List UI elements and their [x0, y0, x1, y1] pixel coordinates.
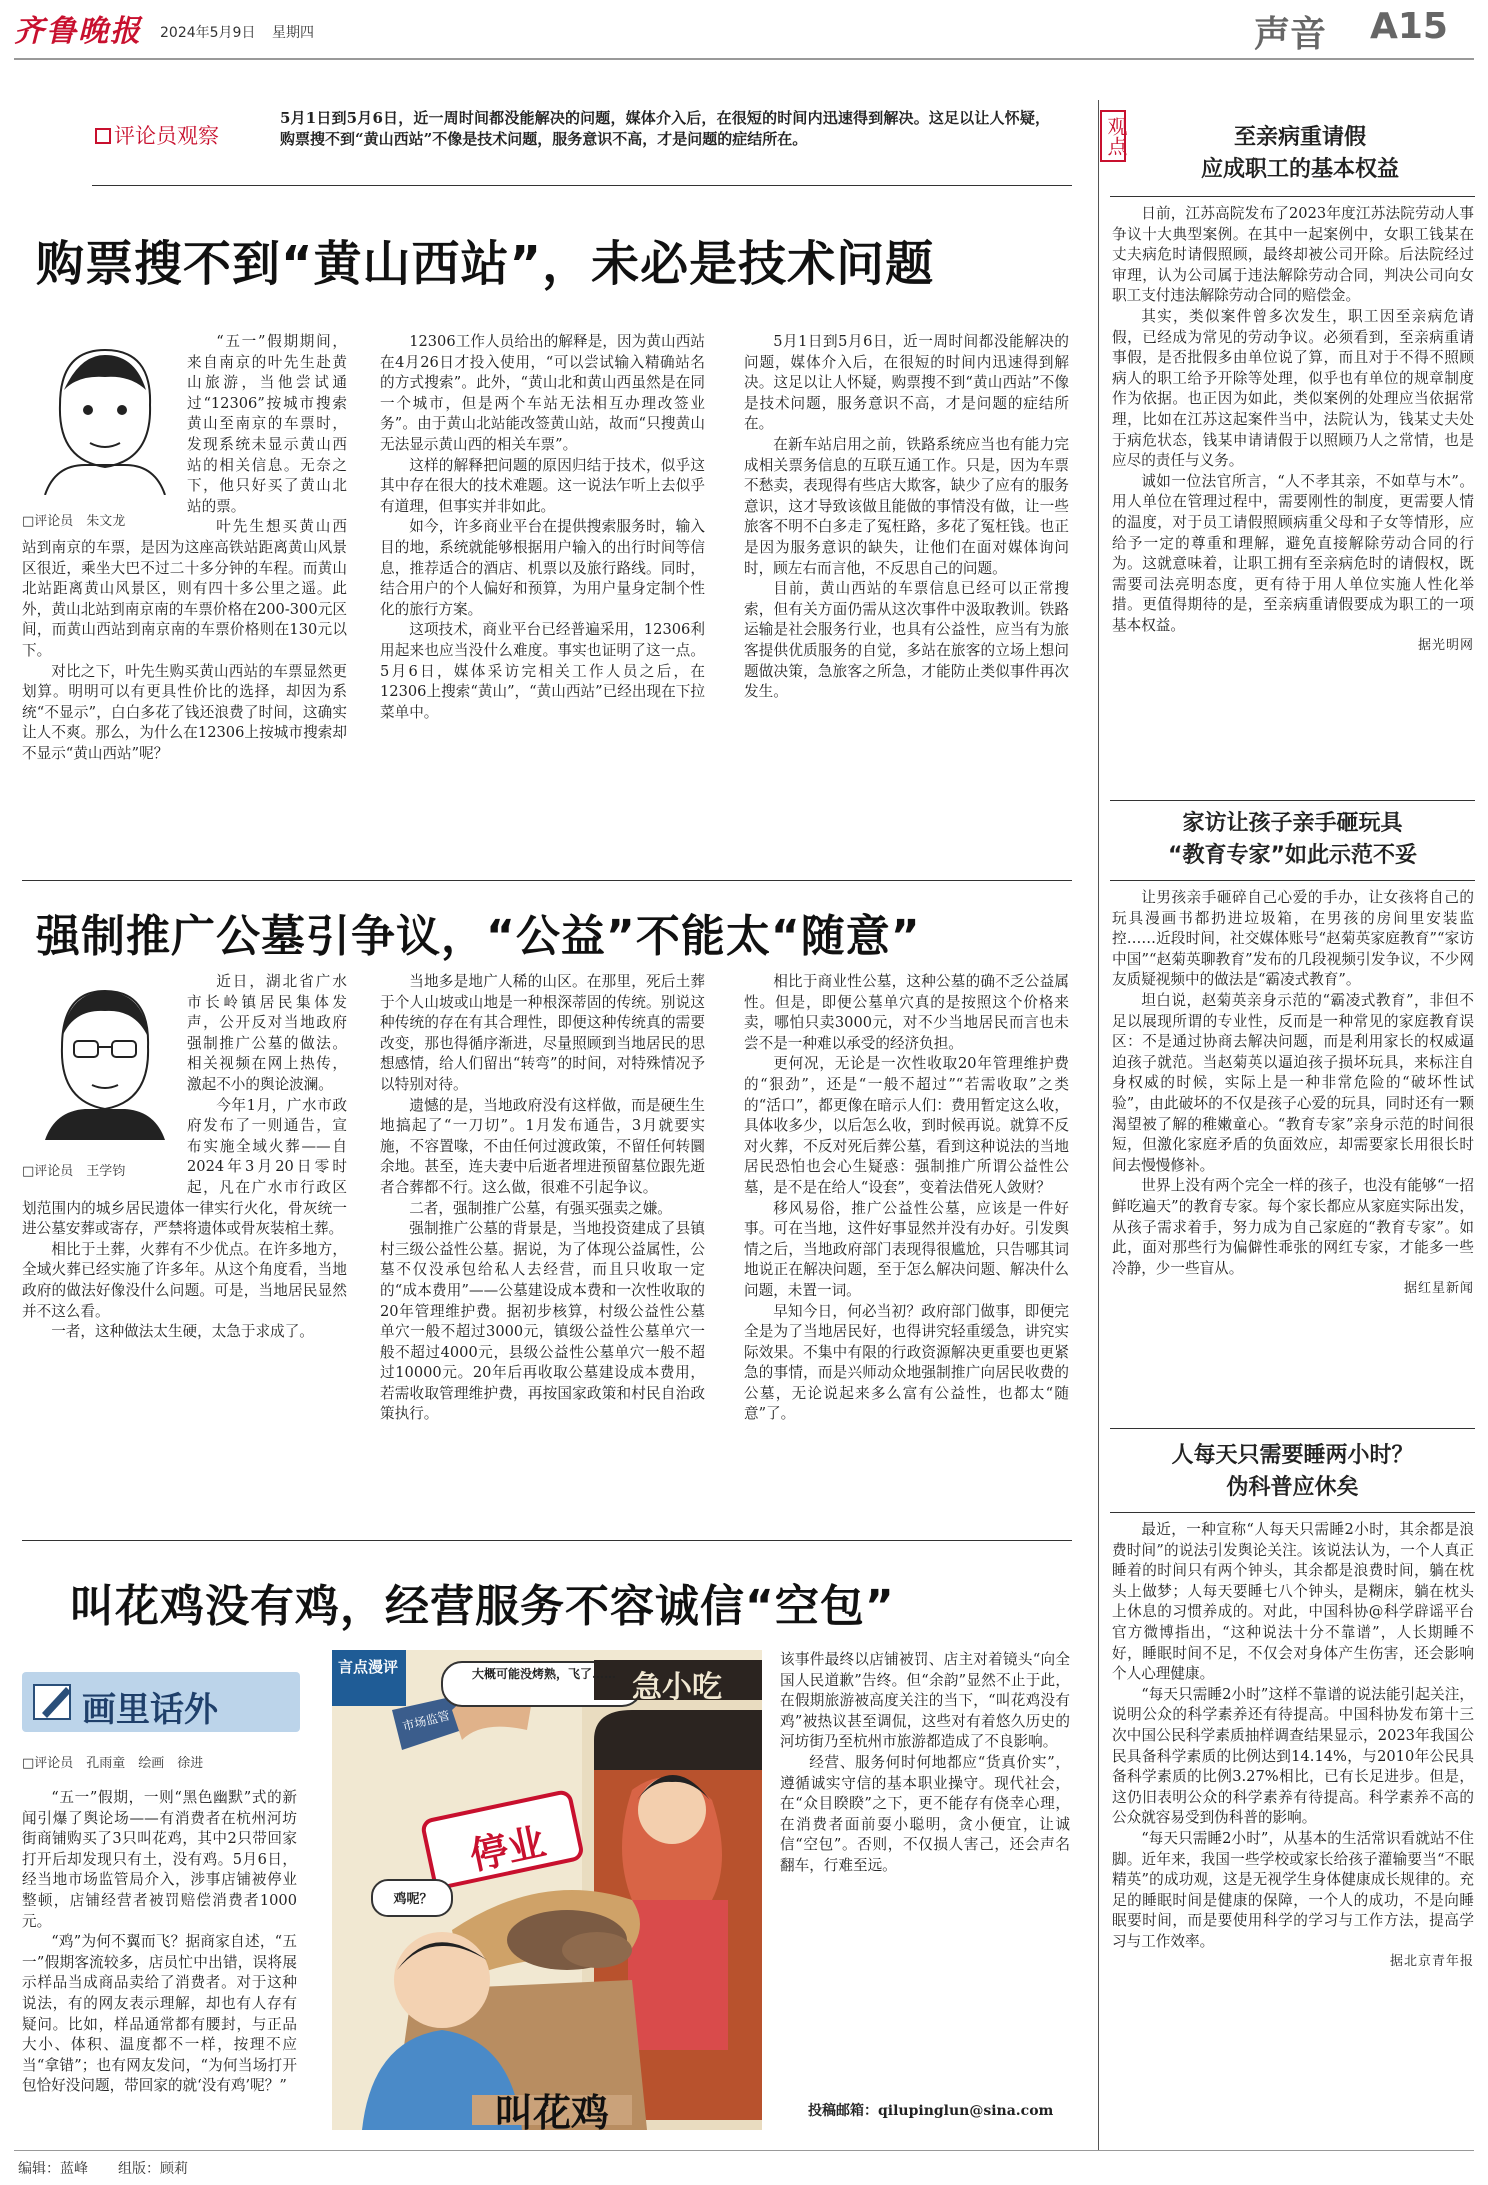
article3-paragraph: 经营、服务何时何地都应“货真价实”，遵循诚实守信的基本职业操守。现代社会，在“众目睽睽”之下，更不能存有侥幸心理，在消费者面前耍小聪明，贪小便宜，让诚信“空包”。否则，不仅损人害己，还会声名翻车，行难至远。 — [780, 1753, 1070, 1874]
sidebar-article2-title: 家访让孩子亲手砸玩具 “教育专家”如此示范不妥 — [1168, 811, 1417, 868]
masthead-rule — [14, 58, 1474, 60]
article1-paragraph: 目前，黄山西站的车票信息已经可以正常搜索，但有关方面仍需从这次事件中汲取教训。铁路运输是社会服务行业，也具有公益性，应当有为旅客提供优质服务的自觉，多站在旅客的立场上想问题做决策，急旅客之所急，才能防止类似事件再次发生。 — [744, 580, 1069, 701]
sidebar-article1-paragraph: 诚如一位法官所言，“人不孝其亲，不如草与木”。用人单位在管理过程中，需要刚性的制度，更需要人情的温度，对于员工请假照顾病重父母和子女等情形，应给予一定的尊重和理解，避免直接解除劳动合同的行为。这就意味着，让职工拥有至亲病危时的请假权，既需要司法亮明态度，更有待于用人单位实施人性化举措。更值得期待的是，至亲病重请假要成为职工的一项基本权益。 — [1112, 472, 1474, 634]
cartoon-shop-sign: 急小吃 — [632, 1670, 722, 1705]
article1-paragraph: 对比之下，叶先生购买黄山西站的车票显然更划算。明明可以有更具性价比的选择，却因为系统“不显示”，白白多花了钱还浪费了时间，这确实让人不爽。那么，为什么在12306上按城市搜索却不显示“黄山西站”呢？ — [22, 662, 347, 762]
sidebar-article1-title: 至亲病重请假 应成职工的基本权益 — [1200, 125, 1399, 182]
article1-paragraph: 5月1日到5月6日，近一周时间都没能解决的问题，媒体介入后，在很短的时间内迅速得到解决。这足以让人怀疑，购票搜不到“黄山西站”不像是技术问题，服务意识不高，才是问题的症结所在。 — [744, 333, 1069, 433]
article1-paragraph: 12306工作人员给出的解释是，因为黄山西站在4月26日才投入使用，“可以尝试输入精确站名的方式搜索”。此外，“黄山北和黄山西虽然是在同一个城市，但是两个车站无法相互办理改签业务”。由于黄山北站能改签黄山站，故而“只搜黄山无法显示黄山西的相关车票”。 — [380, 333, 705, 453]
masthead-weekday: 星期四 — [272, 25, 314, 41]
commentary-tag-label: 评论员观察 — [114, 124, 219, 148]
article2-paragraph: 相比于商业性公墓，这种公墓的确不乏公益属性。但是，即便公墓单穴真的是按照这个价格来卖，哪怕只卖3000元，对不少当地居民而言也未尝不是一种难以承受的经济负担。 — [744, 973, 1069, 1052]
masthead-logo: 齐鲁晚报 — [14, 14, 142, 49]
article2-paragraph: 一者，这种做法太生硬，太急于求成了。 — [51, 1323, 314, 1341]
sidebar-divider — [1098, 100, 1099, 2150]
sidebar-article3-paragraph: “每天只需睡2小时”，从基本的生活常识看就站不住脚。近年来，我国一些学校或家长给孩子灌输要当“不眠精英”的成功观，这是无视学生身体健康成长规律的。充足的睡眠时间是健康的保障，一个人的成功，不是向睡眠要时间，而是要使用科学的学习与工作方法，提高学习与工作效率。 — [1112, 1829, 1474, 1950]
cartoon-section-tag-label: 画里话外 — [82, 1690, 218, 1730]
section-name: 声音 — [1254, 14, 1327, 55]
sidebar-article1-source: 据光明网 — [1417, 638, 1474, 654]
article3-title: 叫花鸡没有鸡，经营服务不容诚信“空包” — [70, 1581, 895, 1632]
article1-paragraph: “五一”假期期间，来自南京的叶先生赴黄山旅游，当他尝试通过“12306”按城市搜索黄山至南京的车票时，发现系统未显示黄山西站的相关信息。无奈之下，他只好买了黄山北站的票。 — [187, 333, 347, 515]
article1-paragraph: 这样的解释把问题的原因归结于技术，似乎这其中存在很大的技术难题。这一说法乍听上去似乎有道理，但事实并非如此。 — [380, 456, 705, 515]
sidebar-article3-title: 人每天只需要睡两小时？ 伪科普应休矣 — [1171, 1443, 1414, 1500]
article2-paragraph: 近日，湖北省广水市长岭镇居民集体发声，公开反对当地政府强制推广公墓的做法。相关视频在网上热传，激起不小的舆论波澜。 — [187, 973, 347, 1093]
page-number: A15 — [1370, 6, 1448, 47]
article2-paragraph: 更何况，无论是一次性收取20年管理维护费的“狠劲”，还是“一般不超过”“若需收取”之类的“活口”，都更像在暗示人们：费用暂定这么收，具体收多少，以后怎么收，到时候再说。就算不反对火葬，不反对死后葬公墓，看到这种说法的当地居民恐怕也会心生疑惑：强制推广所谓公益性公墓，是不是在给人“设套”，变着法借死人敛财？ — [744, 1055, 1069, 1196]
article2-col1 — [22, 972, 347, 1532]
article2-paragraph: 强制推广公墓的背景是，当地投资建成了县镇村三级公益性公墓。据说，为了体现公益属性，公墓不仅没承包给私人去经营，而且只收取一定的“成本费用”——公墓建设成本费和一次性收取的20年管理维护费。据初步核算，村级公益性公墓单穴一般不超过3000元，镇级公益性公墓单穴一般不超过4000元，县级公益性公墓单穴一般不超过10000元。20年后再收取公墓建设成本费用，若需收取管理维护费，再按国家政策和村民自治政策执行。 — [380, 1220, 705, 1423]
pencil-icon — [28, 1677, 78, 1727]
article2-paragraph: 早知今日，何必当初？政府部门做事，即便完全是为了当地居民好，也得讲究轻重缓急，讲究实际效果。不集中有限的行政资源解决更重要也更紧急的事情，而是兴师动众地强制推广向居民收费的公墓，无论说起来多么富有公益性，也都太“随意”了。 — [744, 1302, 1069, 1423]
article2-paragraph: 今年1月，广水市政府发布了一则通告，宣布实施全域火葬——自2024年3月20日零时起，凡在广水市行政区划范围内的城乡居民遗体一律实行火化，骨灰统一进公墓安葬或寄存，严禁将遗体或骨灰装棺土葬。 — [22, 1096, 347, 1238]
sidebar-article2-paragraph: 让男孩亲手砸碎自己心爱的手办，让女孩将自己的玩具漫画书都扔进垃圾箱，在男孩的房间里安装监控……近段时间，社交媒体账号“赵菊英家庭教育”“家访中国”“赵菊英聊教育”发布的几段视频引发争议，不少网友质疑视频中的做法是“霸凌式教育”。 — [1112, 889, 1474, 989]
article3-paragraph: “五一”假期，一则“黑色幽默”式的新闻引爆了舆论场——有消费者在杭州河坊街商铺购买了3只叫花鸡，其中2只带回家打开后却发现只有土，没有鸡。5月6日，经当地市场监管局介入，涉事店铺被停业整顿，店铺经营者被罚赔偿消费者1000元。 — [22, 1789, 297, 1930]
article2-paragraph: 当地多是地广人稀的山区。在那里，死后土葬于个人山坡或山地是一种根深蒂固的传统。别说这种传统的存在有其合理性，即便这种传统真的需要改变，那也得循序渐进，尽量照顾到当地居民的思想感情，给人们留出“转弯”的时间，对特殊情况予以特别对待。 — [380, 973, 705, 1093]
sidebar-tag — [1100, 110, 1126, 162]
cartoon-corner-label: 言点漫评 — [338, 1658, 399, 1676]
sidebar-article2-paragraph: 坦白说，赵菊英亲身示范的“霸凌式教育”，非但不足以展现所谓的专业性，反而是一种常见的家庭教育误区：不是通过协商去解决问题，而是利用家长的权威逼迫孩子就范。当赵菊英以逼迫孩子损坏玩具，来标注自身权威的时候，实际上是一种非常危险的“破坏性试验”，由此破坏的不仅是孩子心爱的玩具，同时还有一颗渴望被了解的稚嫩童心。“教育专家”亲身示范的时间很短，但激化家庭矛盾的负面效应，却需要家长用很长时间去慢慢修补。 — [1112, 991, 1474, 1174]
footer-designer: 组版：顾莉 — [118, 2161, 188, 2177]
article1-col3 — [744, 332, 1069, 892]
commentary-tag — [95, 120, 219, 150]
sidebar-article3-paragraph: 最近，一种宣称“人每天只需睡2小时，其余都是浪费时间”的说法引发舆论关注。该说法认为，一个人真正睡着的时间只有两个钟头，其余都是浪费时间，躺在枕头上做梦；人每天要睡七八个钟头，是糊床，躺在枕头上休息的习惯养成的。对此，中国科协@科学辟谣平台官方微博指出，“这种说法十分不靠谱”，人长期睡不好，睡眠时间不足，不仅会对身体产生伤害，还会影响个人心理健康。 — [1112, 1521, 1474, 1683]
article1-paragraph: 这项技术，商业平台已经普遍采用，12306利用起来也应当没什么难度。事实也证明了这一点。5月6日，媒体采访完相关工作人员之后，在12306上搜索“黄山”，“黄山西站”已经出现在下拉菜单中。 — [380, 621, 705, 721]
article2-col2 — [380, 972, 705, 1532]
commentary-intro: 5月1日到5月6日，近一周时间都没能解决的问题，媒体介入后，在很短的时间内迅速得到解决。这足以让人怀疑，购票搜不到“黄山西站”不像是技术问题，服务意识不高，才是问题的症结所在。 — [280, 109, 1050, 148]
sidebar-article3-source: 据北京青年报 — [1389, 1954, 1474, 1970]
article3-paragraph: 该事件最终以店铺被罚、店主对着镜头“向全国人民道歉”告终。但“余韵”显然不止于此，在假期旅游被高度关注的当下，“叫花鸡没有鸡”被热议甚至调侃，这些对有着悠久历史的河坊街乃至杭州市旅游都造成了不良影响。 — [780, 1651, 1070, 1751]
article3-col3 — [780, 1650, 1070, 2095]
intro-rule — [92, 185, 1072, 186]
sidebar-article1-paragraph: 其实，类似案件曾多次发生，职工因至亲病危请假，已经成为常见的劳动争议。必须看到，至亲病重请事假，是否批假多由单位说了算，而且对于不得不照顾病人的职工给予开除等处理，似乎也有单位的规章制度作为依据。也正因为如此，类似案例的处理应当依据常理，比如在江苏这起案件当中，法院认为，钱某丈夫处于病危状态，钱某申请请假于以照顾乃人之常情，也是应尽的责任与义务。 — [1112, 307, 1474, 470]
article2-paragraph: 相比于土葬，火葬有不少优点。在许多地方，全域火葬已经实施了许多年。从这个角度看，当地政府的做法好像没什么问题。可是，当地居民显然并不这么看。 — [22, 1240, 347, 1320]
article1-paragraph: 叶先生想买黄山西站到南京的车票，是因为这座高铁站距离黄山风景区很近，乘坐大巴不过二十多分钟的车程。而黄山北站距离黄山风景区，则有四十多公里之遥。此外，黄山北站到南京南的车票价格在200-300元区间，而黄山西站到南京南的车票价格则在130元以下。 — [22, 518, 347, 659]
sidebar-article2-paragraph: 世界上没有两个完全一样的孩子，也没有能够“一招鲜吃遍天”的教育专家。每个家长都应从家庭实际出发，从孩子需求着手，努力成为自己家庭的“教育专家”。如此，面对那些行为偏僻性乖张的网红专家，才能多一些冷静，少一些盲从。 — [1112, 1177, 1474, 1277]
footer-editor: 编辑：蓝峰 — [18, 2161, 88, 2177]
cartoon-seal: 市场监管 — [401, 1708, 452, 1734]
article1-title: 购票搜不到“黄山西站”，未必是技术问题 — [36, 236, 935, 292]
sidebar-article2-source: 据红星新闻 — [1403, 1281, 1474, 1297]
article3-col1 — [22, 1788, 297, 2128]
sidebar-rule — [1110, 880, 1475, 881]
article1-paragraph: 在新车站启用之前，铁路系统应当也有能力完成相关票务信息的互联互通工作。只是，因为车票不愁卖，表现得有些店大欺客，缺少了应有的服务意识，这才导致该做且能做的事情没有做，让一些旅客不明不白多走了冤枉路，多花了冤枉钱。也正是因为服务意识的缺失，让他们在面对媒体询问时，顾左右而言他，不反思自己的问题。 — [744, 435, 1069, 577]
article1-col1 — [22, 332, 347, 892]
sidebar-article3-body — [1112, 1520, 1474, 2140]
square-icon — [95, 128, 111, 144]
sidebar-article3-paragraph: “每天只需睡2小时”这样不靠谱的说法能引起关注，说明公众的科学素养还有待提高。中国科协发布第十三次中国公民科学素质抽样调查结果显示，2023年我国公民具备科学素质的比例达到14.14%，与2010年公民具备科学素质的比例3.27%相比，已有长足进步。但是，这仍旧表明公众的科学素养有待提高。科学素养不高的公众就容易受到伪科普的影响。 — [1112, 1685, 1474, 1827]
article1-paragraph: 如今，许多商业平台在提供搜索服务时，输入目的地，系统就能够根据用户输入的出行时间等信息，推荐适合的酒店、机票以及旅行路线。同时，结合用户的个人偏好和预算，为用户量身定制个性化的旅行方案。 — [380, 518, 705, 618]
sidebar-tag-label: 观点 — [1104, 116, 1128, 156]
article2-rule — [22, 1540, 1072, 1541]
footer-rule — [14, 2150, 1474, 2151]
sidebar-article1-body — [1112, 204, 1474, 804]
sidebar-article2-body — [1112, 888, 1474, 1428]
masthead-date: 2024年5月9日 — [160, 25, 256, 41]
cartoon-bubble-text: 大概可能没烤熟，飞了…… — [471, 1667, 616, 1681]
article2-byline: □评论员 王学钧 — [22, 1164, 126, 1179]
article3-byline: □评论员 孔雨童 绘画 徐进 — [22, 1756, 204, 1771]
cartoon-stamp: 停业 — [465, 1819, 550, 1879]
article2-paragraph: 移风易俗，推广公益性公墓，应该是一件好事。可在当地，这件好事显然并没有办好。引发舆情之后，当地政府部门表现得很尴尬，只告哪其词地说正在解决问题，至于怎么解决问题、解决什么问题，未置一词。 — [744, 1199, 1069, 1299]
cartoon-illustration — [332, 1650, 762, 2130]
cartoon-bag-label: 叫花鸡 — [494, 2091, 609, 2130]
sidebar-article1-paragraph: 日前，江苏高院发布了2023年度江苏法院劳动人事争议十大典型案例。在其中一起案例中，女职工钱某在丈夫病危时请假照顾，最终却被公司开除。后法院经过审理，认为公司属于违法解除劳动合同，判决公司向女职工支付违法解除劳动合同的赔偿金。 — [1112, 205, 1474, 305]
article1-col2 — [380, 332, 705, 892]
sidebar-rule — [1110, 196, 1475, 197]
article2-title: 强制推广公墓引争议，“公益”不能太“随意” — [36, 911, 921, 962]
submission-email[interactable]: 投稿邮箱：qilupinglun@sina.com — [808, 2103, 1054, 2119]
article1-byline: □评论员 朱文龙 — [22, 514, 126, 529]
cartoon-section-tag — [22, 1672, 300, 1732]
sidebar-rule — [1110, 800, 1475, 801]
article3-paragraph: “鸡”为何不翼而飞？据商家自述，“五一”假期客流较多，店员忙中出错，误将展示样品当成商品卖给了消费者。对于这种说法，有的网友表示理解，却也有人存有疑问。比如，样品通常都有腰封，与正品大小、体积、温度都不一样，按理不应当“拿错”；也有网友发问，“为何当场打开包恰好没问题，带回家的就‘没有鸡’呢？” — [22, 1933, 297, 2095]
cartoon-bubble-text: 鸡呢？ — [393, 1892, 433, 1907]
article2-col3 — [744, 972, 1069, 1532]
article1-rule — [22, 880, 1072, 881]
article2-paragraph: 遗憾的是，当地政府没有这样做，而是硬生生地搞起了“一刀切”。1月发布通告，3月就要实施，不容置喙，不由任何过渡政策，不留任何转圜余地。甚至，连夫妻中后逝者埋进预留墓位跟先逝者合葬都不行。这么做，很难不引起争议。 — [380, 1096, 705, 1196]
sidebar-rule — [1110, 1512, 1475, 1513]
sidebar-rule — [1110, 1428, 1475, 1429]
article2-paragraph: 二者，强制推广公墓，有强买强卖之嫌。 — [409, 1199, 672, 1217]
